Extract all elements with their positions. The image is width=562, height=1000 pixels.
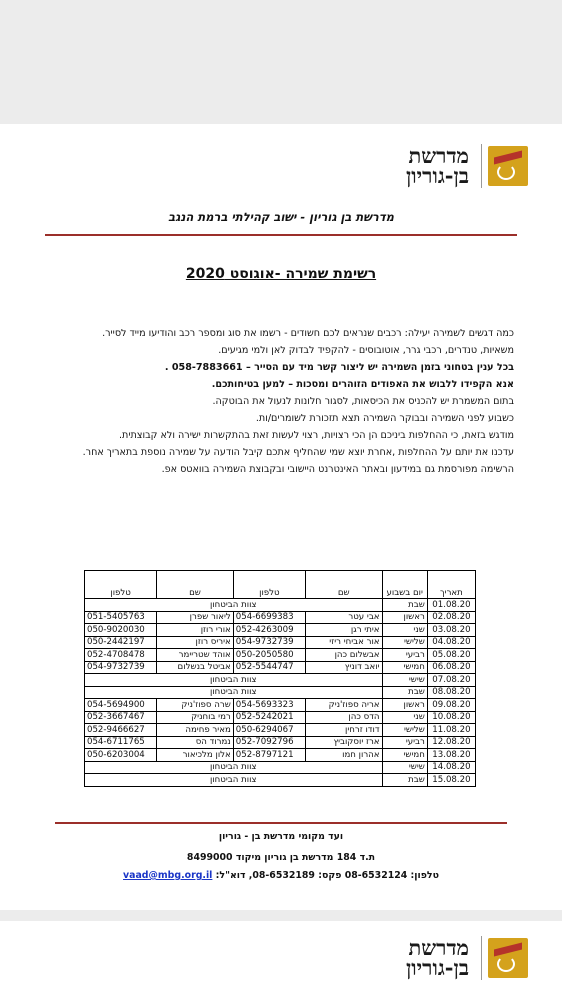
table-row bbox=[85, 611, 476, 624]
date-cell: 05.08.20 bbox=[427, 649, 475, 662]
instruction-paragraph: אנא הקפידו ללבוש את האפודים הזוהרים ומסכות – למען בטיחותכם. bbox=[211, 379, 514, 390]
guard-name-cell: אוהד שטריימר bbox=[157, 649, 234, 662]
guard-phone-cell: 054-9732739 bbox=[233, 636, 305, 649]
header-phone-2: טלפון bbox=[85, 571, 157, 599]
date-cell: 01.08.20 bbox=[427, 599, 475, 612]
contact-line bbox=[0, 870, 562, 881]
guard-phone-cell: 050-9020030 bbox=[85, 624, 157, 637]
guard-name-cell: רמי בוחניק bbox=[157, 711, 234, 724]
logo-emblem-icon bbox=[488, 938, 528, 978]
instruction-paragraph: הרשימה מפורסמת גם במידעון ובאתר האינטרנט היישובי ובקבוצת השמירה בוואטס אפ. bbox=[161, 464, 514, 475]
guard-name-cell: ליאור שפרן bbox=[157, 611, 234, 624]
guard-name-cell: מאיר פחימה bbox=[157, 724, 234, 737]
guard-phone-cell: 052-5544747 bbox=[233, 661, 305, 674]
guard-name-cell: נמרוד הס bbox=[157, 736, 234, 749]
guard-phone-cell: 050-2050580 bbox=[233, 649, 305, 662]
logo-divider bbox=[481, 144, 482, 188]
guard-phone-cell: 052-9466627 bbox=[85, 724, 157, 737]
logo-wordmark bbox=[405, 143, 469, 188]
table-row bbox=[85, 674, 476, 687]
midreshet-logo-2 bbox=[406, 936, 528, 980]
email-link[interactable]: vaad@mbg.org.il bbox=[123, 870, 213, 881]
guard-name-cell: איריס רוזן bbox=[157, 636, 234, 649]
guard-phone-cell: 054-6711765 bbox=[85, 736, 157, 749]
day-cell: שבת bbox=[382, 774, 427, 787]
document-subtitle: מדרשת בן גוריון - ישוב קהילתי ברמת הנגב bbox=[168, 210, 394, 224]
document-title: רשימת שמירה -אוגוסט 2020 bbox=[185, 266, 377, 282]
guard-name-cell: אור אביחי ריזי bbox=[305, 636, 382, 649]
logo-line-1: מדרשת bbox=[408, 143, 469, 168]
guard-name-cell: יואב דוניץ bbox=[305, 661, 382, 674]
team-cell: צוות הביטחון bbox=[85, 774, 383, 787]
table-row bbox=[85, 774, 476, 787]
day-cell: ראשון bbox=[382, 611, 427, 624]
table-row bbox=[85, 724, 476, 737]
guard-name-cell: איתי רגן bbox=[305, 624, 382, 637]
guard-phone-cell: 052-8797121 bbox=[233, 749, 305, 762]
table-row bbox=[85, 761, 476, 774]
date-cell: 12.08.20 bbox=[427, 736, 475, 749]
table-row bbox=[85, 711, 476, 724]
instruction-paragraph: עדכנו את יותם על ההחלפות ,אחרת יוצא שמי שהחליף אתכם קיבל הודעה על שמירה נוספת בתאריך אחר. bbox=[82, 447, 514, 458]
team-cell: צוות הביטחון bbox=[85, 761, 383, 774]
date-cell: 07.08.20 bbox=[427, 674, 475, 687]
table-row bbox=[85, 649, 476, 662]
day-cell: רביעי bbox=[382, 649, 427, 662]
day-cell: שישי bbox=[382, 761, 427, 774]
table-header-row bbox=[85, 571, 476, 599]
date-cell: 09.08.20 bbox=[427, 699, 475, 712]
guard-name-cell: אלון מלכיאור bbox=[157, 749, 234, 762]
header-divider bbox=[45, 234, 517, 236]
logo-line-2: בן-גוריון bbox=[405, 955, 469, 980]
table-row bbox=[85, 599, 476, 612]
logo-line-1: מדרשת bbox=[408, 935, 469, 960]
table-row bbox=[85, 624, 476, 637]
date-cell: 02.08.20 bbox=[427, 611, 475, 624]
header-date: תאריך bbox=[427, 571, 475, 599]
instruction-paragraph: מודגש בזאת, כי ההחלפות ביניכם הן הכי רצויות, רצוי לעשות זאת בהתקשרות ישירה ולא קבוצתית. bbox=[118, 430, 514, 441]
postal-address: ת.ד 184 מדרשת בן גוריון מיקוד 8499000 bbox=[186, 852, 376, 863]
day-cell: שלישי bbox=[382, 724, 427, 737]
logo-line-2: בן-גוריון bbox=[405, 163, 469, 188]
header-day: יום בשבוע bbox=[382, 571, 427, 599]
guard-phone-cell: 054-5693323 bbox=[233, 699, 305, 712]
guard-phone-cell: 054-6699383 bbox=[233, 611, 305, 624]
date-cell: 08.08.20 bbox=[427, 686, 475, 699]
guard-name-cell: דודו זרחין bbox=[305, 724, 382, 737]
guard-name-cell: אביטל בנשלום bbox=[157, 661, 234, 674]
guard-name-cell: אבי עטר bbox=[305, 611, 382, 624]
guard-phone-cell: 054-5694900 bbox=[85, 699, 157, 712]
guard-name-cell: אהרון חמו bbox=[305, 749, 382, 762]
date-cell: 15.08.20 bbox=[427, 774, 475, 787]
day-cell: שני bbox=[382, 624, 427, 637]
instruction-paragraph: כמה דגשים לשמירה יעילה: רכבים שנראים לכם חשודים - רשמו את סוג ומספר רכב והודיעו מייד לסייר. bbox=[102, 328, 514, 339]
guard-phone-cell: 051-5405763 bbox=[85, 611, 157, 624]
day-cell: שבת bbox=[382, 686, 427, 699]
guard-name-cell: אבשלום כהן bbox=[305, 649, 382, 662]
header-name-1: שם bbox=[305, 571, 382, 599]
guard-phone-cell: 052-5242021 bbox=[233, 711, 305, 724]
guard-phone-cell: 052-3667467 bbox=[85, 711, 157, 724]
committee-name: ועד מקומי מדרשת בן - גוריון bbox=[218, 831, 344, 842]
logo-emblem-icon bbox=[488, 146, 528, 186]
day-cell: ראשון bbox=[382, 699, 427, 712]
logo-divider bbox=[481, 936, 482, 980]
day-cell: שני bbox=[382, 711, 427, 724]
date-cell: 11.08.20 bbox=[427, 724, 475, 737]
guard-name-cell: שרה ספוז'ניק bbox=[157, 699, 234, 712]
document-page bbox=[0, 124, 562, 910]
guard-phone-cell: 054-9732739 bbox=[85, 661, 157, 674]
guard-name-cell: הדס כהן bbox=[305, 711, 382, 724]
table-row bbox=[85, 736, 476, 749]
day-cell: שבת bbox=[382, 599, 427, 612]
guard-name-cell: אריה ספוז'ניק bbox=[305, 699, 382, 712]
contact-prefix: טלפון: 08-6532124 פקס: 08-6532189, דוא"ל: bbox=[212, 870, 439, 881]
team-cell: צוות הביטחון bbox=[85, 686, 383, 699]
date-cell: 03.08.20 bbox=[427, 624, 475, 637]
date-cell: 10.08.20 bbox=[427, 711, 475, 724]
guard-schedule-table bbox=[84, 570, 476, 787]
guard-name-cell: אורי רוזן bbox=[157, 624, 234, 637]
date-cell: 14.08.20 bbox=[427, 761, 475, 774]
instruction-paragraph: משאיות, טנדרים, רכבי גרר, אוטובוסים - להקפיד לבדוק לאן ולמי מגיעים. bbox=[218, 345, 514, 356]
guard-phone-cell: 050-2442197 bbox=[85, 636, 157, 649]
team-cell: צוות הביטחון bbox=[85, 599, 383, 612]
date-cell: 04.08.20 bbox=[427, 636, 475, 649]
header-name-2: שם bbox=[157, 571, 234, 599]
instruction-paragraph: כשבוע לפני השמירה ובבוקר השמירה תצא תזכורת לשומרים/ות. bbox=[255, 413, 514, 424]
table-row bbox=[85, 636, 476, 649]
day-cell: שלישי bbox=[382, 636, 427, 649]
document-page-2 bbox=[0, 921, 562, 1000]
logo-wordmark bbox=[405, 935, 469, 980]
guard-name-cell: ארז יוסקוביץ bbox=[305, 736, 382, 749]
table-row bbox=[85, 699, 476, 712]
date-cell: 13.08.20 bbox=[427, 749, 475, 762]
day-cell: רביעי bbox=[382, 736, 427, 749]
guard-phone-cell: 052-4263009 bbox=[233, 624, 305, 637]
instructions-text bbox=[46, 325, 514, 478]
instruction-paragraph: בתום המשמרת יש להכניס את הכיסאות, לסגור חלונות לנעול את הבוטקה. bbox=[212, 396, 514, 407]
midreshet-logo bbox=[406, 144, 528, 188]
team-cell: צוות הביטחון bbox=[85, 674, 383, 687]
instruction-paragraph: בכל ענין בטחוני בזמן השמירה יש ליצור קשר מיד עם הסייר – 058-7883661 . bbox=[164, 362, 514, 373]
date-cell: 06.08.20 bbox=[427, 661, 475, 674]
table-row bbox=[85, 661, 476, 674]
table-row bbox=[85, 686, 476, 699]
footer-divider bbox=[55, 822, 507, 824]
guard-phone-cell: 052-7092796 bbox=[233, 736, 305, 749]
header-phone-1: טלפון bbox=[233, 571, 305, 599]
table-row bbox=[85, 749, 476, 762]
day-cell: חמישי bbox=[382, 661, 427, 674]
day-cell: שישי bbox=[382, 674, 427, 687]
guard-phone-cell: 050-6294067 bbox=[233, 724, 305, 737]
guard-phone-cell: 050-6203004 bbox=[85, 749, 157, 762]
guard-phone-cell: 052-4708478 bbox=[85, 649, 157, 662]
day-cell: חמישי bbox=[382, 749, 427, 762]
